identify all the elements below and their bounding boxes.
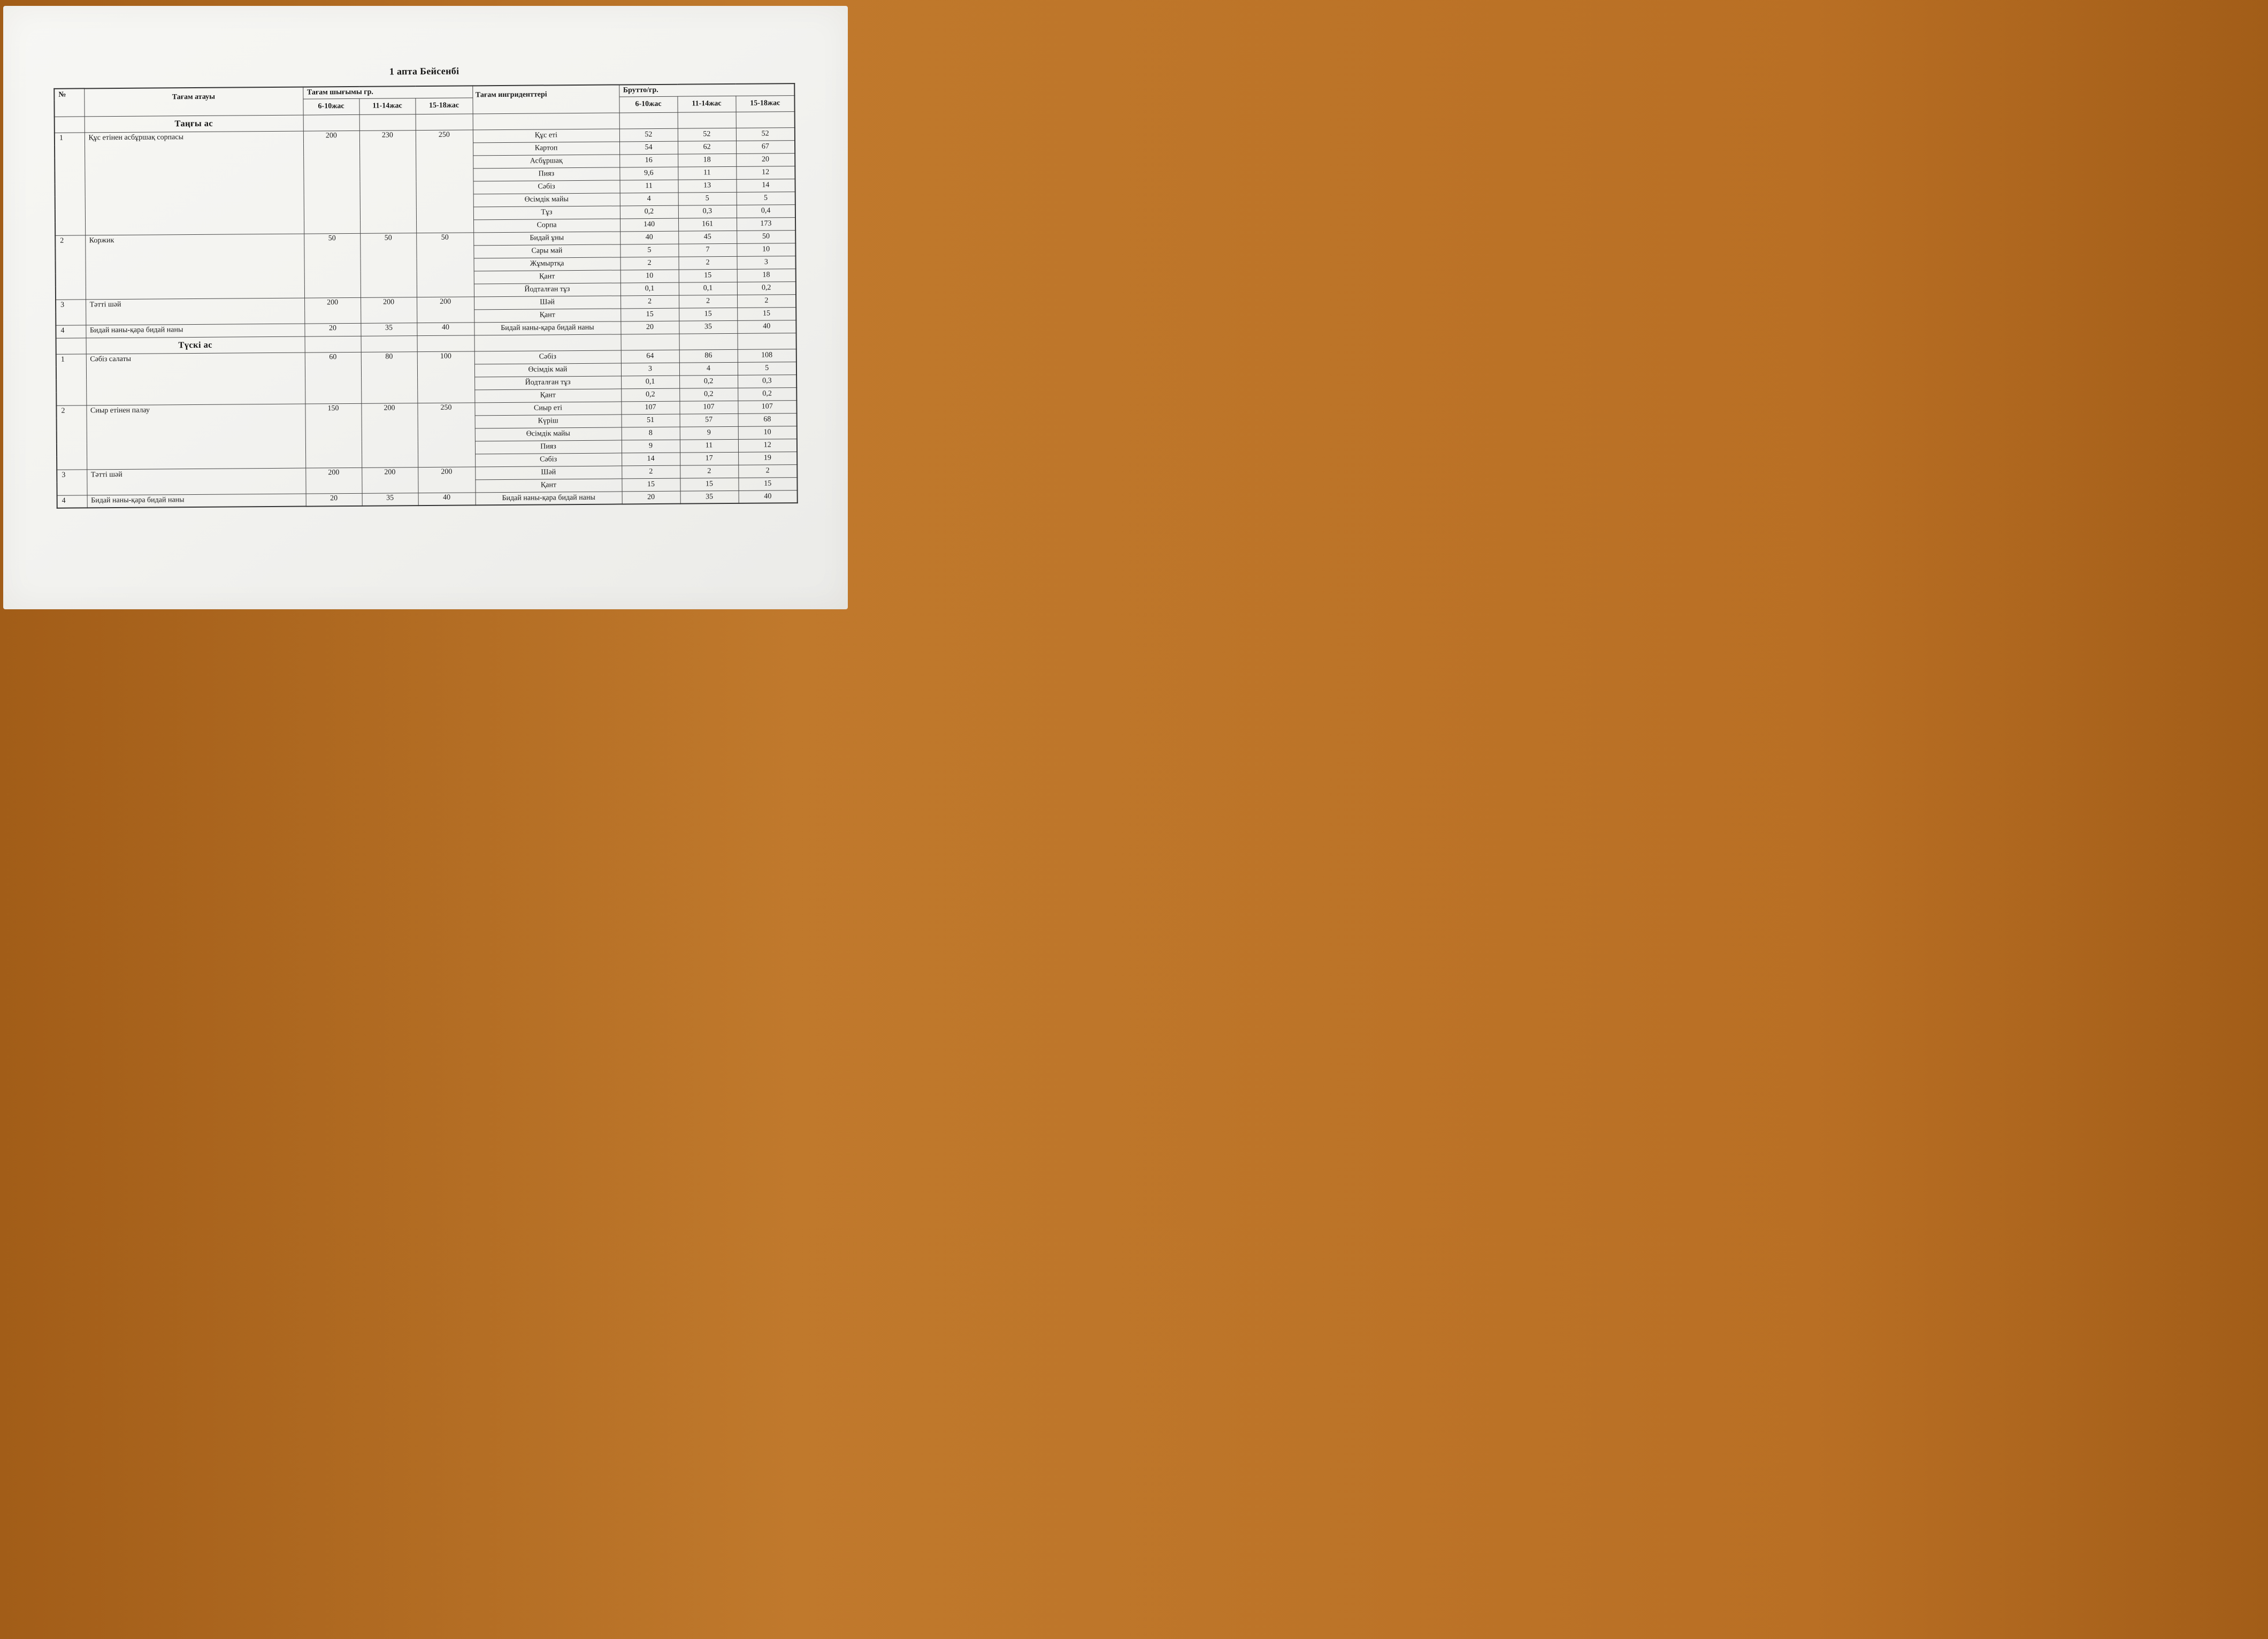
col-header-output-age-6-10: 6-10жас xyxy=(303,98,359,115)
brutto-value-cell: 5 xyxy=(738,362,796,375)
ingredient-name-cell: Құс еті xyxy=(473,128,619,142)
brutto-value-cell: 2 xyxy=(737,294,796,308)
output-value-cell: 200 xyxy=(305,468,362,494)
brutto-value-cell: 173 xyxy=(737,217,795,231)
brutto-value-cell: 17 xyxy=(680,452,738,465)
brutto-value-cell: 0,2 xyxy=(679,388,738,401)
ingredient-name-cell: Сәбіз xyxy=(475,453,622,466)
brutto-value-cell: 2 xyxy=(679,295,737,308)
brutto-value-cell: 140 xyxy=(620,218,678,232)
ingredient-name-cell: Қант xyxy=(474,388,621,402)
ingredient-name-cell: Күріш xyxy=(475,414,622,428)
section-empty-brutto-cell xyxy=(678,112,736,128)
brutto-value-cell: 0,2 xyxy=(738,387,796,401)
paper-sheet xyxy=(3,6,848,609)
ingredient-name-cell: Пияз xyxy=(473,167,619,181)
ingredient-name-cell: Пияз xyxy=(475,440,622,454)
brutto-value-cell: 18 xyxy=(678,154,736,167)
section-title: Таңғы ас xyxy=(85,115,303,133)
dish-name-cell: Тәтті шәй xyxy=(86,298,304,325)
output-value-cell: 250 xyxy=(416,129,473,233)
brutto-value-cell: 107 xyxy=(679,401,738,414)
brutto-value-cell: 4 xyxy=(620,193,678,206)
brutto-value-cell: 5 xyxy=(737,192,795,205)
brutto-value-cell: 20 xyxy=(620,321,679,334)
dish-name-cell: Құс етінен асбұршақ сорпасы xyxy=(85,131,304,235)
brutto-value-cell: 40 xyxy=(737,320,796,333)
brutto-value-cell: 11 xyxy=(678,166,736,180)
row-number-cell: 2 xyxy=(56,405,87,469)
section-empty-brutto-cell xyxy=(679,333,738,350)
brutto-value-cell: 13 xyxy=(678,179,736,193)
brutto-value-cell: 2 xyxy=(622,465,680,479)
brutto-value-cell: 2 xyxy=(620,257,679,270)
col-header-number: № xyxy=(54,88,84,116)
brutto-value-cell: 161 xyxy=(678,218,737,231)
brutto-value-cell: 4 xyxy=(679,362,738,376)
col-header-dish-name: Тағам атауы xyxy=(84,87,303,117)
brutto-value-cell: 108 xyxy=(738,349,796,362)
row-number-cell: 4 xyxy=(56,325,86,338)
brutto-value-cell: 15 xyxy=(622,478,680,492)
brutto-value-cell: 0,1 xyxy=(620,282,679,296)
dish-name-cell: Сәбіз салаты xyxy=(86,353,305,405)
output-value-cell: 35 xyxy=(361,323,417,336)
brutto-value-cell: 62 xyxy=(678,141,736,154)
brutto-value-cell: 0,4 xyxy=(737,204,795,218)
ingredient-name-cell: Сиыр еті xyxy=(474,401,621,415)
brutto-value-cell: 15 xyxy=(737,307,796,320)
brutto-value-cell: 86 xyxy=(679,349,738,363)
row-number-cell: 1 xyxy=(56,354,87,405)
brutto-value-cell: 52 xyxy=(678,128,736,141)
row-number-cell: 4 xyxy=(57,495,87,508)
brutto-value-cell: 11 xyxy=(680,439,738,453)
brutto-value-cell: 15 xyxy=(620,308,679,321)
section-empty-output-cell xyxy=(303,114,359,131)
brutto-value-cell: 35 xyxy=(680,491,739,504)
brutto-value-cell: 14 xyxy=(736,179,795,192)
col-header-output-group: Тағам шығымы гр. xyxy=(303,86,472,98)
output-value-cell: 230 xyxy=(359,130,416,233)
ingredient-name-cell: Жұмыртқа xyxy=(474,257,620,271)
brutto-value-cell: 0,2 xyxy=(679,375,738,388)
brutto-value-cell: 0,1 xyxy=(679,282,737,295)
dish-name-cell: Коржик xyxy=(85,234,304,300)
col-header-output-age-11-14: 11-14жас xyxy=(359,98,415,114)
brutto-value-cell: 5 xyxy=(678,192,737,205)
brutto-value-cell: 16 xyxy=(619,154,678,167)
output-value-cell: 150 xyxy=(305,403,362,468)
brutto-value-cell: 9 xyxy=(680,426,738,440)
section-empty-brutto-cell xyxy=(619,112,678,129)
brutto-value-cell: 10 xyxy=(737,243,795,256)
ingredient-name-cell: Шәй xyxy=(474,295,620,309)
brutto-value-cell: 3 xyxy=(737,256,795,269)
brutto-value-cell: 15 xyxy=(680,478,738,491)
output-value-cell: 200 xyxy=(304,297,361,324)
brutto-value-cell: 0,3 xyxy=(738,374,796,388)
ingredient-name-cell: Сәбіз xyxy=(473,180,620,194)
row-number-cell: 3 xyxy=(57,469,87,495)
brutto-value-cell: 11 xyxy=(619,180,678,193)
ingredient-name-cell: Өсімдік май xyxy=(474,363,621,377)
brutto-value-cell: 52 xyxy=(619,128,678,142)
brutto-value-cell: 14 xyxy=(622,453,680,466)
brutto-value-cell: 35 xyxy=(679,320,737,334)
ingredient-name-cell: Асбұршақ xyxy=(473,154,619,168)
col-header-brutto-age-6-10: 6-10жас xyxy=(619,96,677,113)
dish-name-cell: Тәтті шәй xyxy=(87,468,305,495)
section-empty-number-cell xyxy=(56,338,86,354)
output-value-cell: 200 xyxy=(303,131,360,234)
brutto-value-cell: 40 xyxy=(739,490,798,503)
output-value-cell: 20 xyxy=(304,323,361,336)
brutto-value-cell: 9,6 xyxy=(619,167,678,180)
brutto-value-cell: 67 xyxy=(736,140,795,154)
output-value-cell: 20 xyxy=(306,493,362,507)
ingredient-name-cell: Сәбіз xyxy=(474,350,621,364)
ingredient-name-cell: Йодталған тұз xyxy=(474,282,620,296)
brutto-value-cell: 15 xyxy=(679,269,737,282)
brutto-value-cell: 9 xyxy=(622,440,680,453)
menu-table-head xyxy=(54,83,794,117)
section-empty-ingredient-cell xyxy=(474,334,621,351)
output-value-cell: 200 xyxy=(418,466,475,493)
ingredient-name-cell: Сорпа xyxy=(473,218,620,232)
section-empty-brutto-cell xyxy=(621,334,679,350)
brutto-value-cell: 19 xyxy=(738,451,797,465)
output-value-cell: 50 xyxy=(360,233,417,297)
section-empty-output-cell xyxy=(359,114,416,131)
dish-name-cell: Бидай наны-қара бидай наны xyxy=(86,324,304,338)
ingredient-name-cell: Өсімдік майы xyxy=(473,193,620,206)
brutto-value-cell: 45 xyxy=(678,231,737,244)
brutto-value-cell: 5 xyxy=(620,244,678,257)
col-header-ingredients: Тағам ингриденттері xyxy=(472,85,619,113)
output-value-cell: 40 xyxy=(417,322,474,335)
section-title: Түскі ас xyxy=(86,336,305,354)
brutto-value-cell: 2 xyxy=(680,465,738,478)
section-empty-brutto-cell xyxy=(736,111,795,128)
ingredient-name-cell: Бидай наны-қара бидай наны xyxy=(476,491,622,505)
output-value-cell: 200 xyxy=(362,467,418,493)
dish-name-cell: Сиыр етінен палау xyxy=(86,404,305,470)
brutto-value-cell: 12 xyxy=(736,166,795,179)
ingredient-name-cell: Бидай наны-қара бидай наны xyxy=(474,321,620,335)
brutto-value-cell: 0,3 xyxy=(678,205,737,218)
ingredient-name-cell: Йодталған тұз xyxy=(474,376,621,389)
ingredient-name-cell: Қант xyxy=(474,308,620,322)
output-value-cell: 200 xyxy=(361,403,418,468)
section-empty-output-cell xyxy=(416,113,473,130)
brutto-value-cell: 0,1 xyxy=(621,376,679,389)
row-number-cell: 3 xyxy=(56,299,86,325)
brutto-value-cell: 57 xyxy=(680,413,738,427)
section-empty-brutto-cell xyxy=(738,333,796,349)
brutto-value-cell: 10 xyxy=(620,270,679,283)
brutto-value-cell: 20 xyxy=(622,491,680,504)
brutto-value-cell: 12 xyxy=(738,439,797,452)
ingredient-name-cell: Сары май xyxy=(473,244,620,258)
brutto-value-cell: 52 xyxy=(736,127,795,141)
brutto-value-cell: 0,2 xyxy=(737,281,796,295)
brutto-value-cell: 0,2 xyxy=(620,205,678,219)
brutto-value-cell: 107 xyxy=(738,400,796,413)
section-empty-output-cell xyxy=(361,335,417,352)
ingredient-name-cell: Қант xyxy=(474,270,620,284)
output-value-cell: 80 xyxy=(361,351,418,403)
col-header-brutto-age-11-14: 11-14жас xyxy=(677,96,735,112)
dish-name-cell: Бидай наны-қара бидай наны xyxy=(87,494,306,508)
brutto-value-cell: 54 xyxy=(619,141,678,155)
brutto-value-cell: 15 xyxy=(738,477,797,491)
output-value-cell: 50 xyxy=(416,232,474,297)
row-number-cell: 2 xyxy=(55,235,86,299)
ingredient-name-cell: Өсімдік майы xyxy=(475,427,622,441)
brutto-value-cell: 2 xyxy=(620,295,679,309)
output-value-cell: 60 xyxy=(305,352,362,404)
col-header-output-age-15-18: 15-18жас xyxy=(415,97,472,114)
brutto-value-cell: 2 xyxy=(679,256,737,270)
col-header-brutto-age-15-18: 15-18жас xyxy=(735,95,794,112)
brutto-value-cell: 50 xyxy=(737,230,795,243)
scanned-menu-photo xyxy=(0,0,851,615)
brutto-value-cell: 7 xyxy=(678,243,737,257)
brutto-value-cell: 3 xyxy=(621,363,679,376)
output-value-cell: 200 xyxy=(361,297,417,323)
brutto-value-cell: 51 xyxy=(622,414,680,427)
brutto-value-cell: 8 xyxy=(622,427,680,440)
output-value-cell: 35 xyxy=(362,493,418,506)
output-value-cell: 40 xyxy=(418,492,476,506)
output-value-cell: 100 xyxy=(417,351,475,403)
col-header-brutto-group: Брутто/гр. xyxy=(619,83,794,96)
brutto-value-cell: 20 xyxy=(736,153,795,166)
ingredient-name-cell: Бидай ұны xyxy=(473,231,620,245)
ingredient-name-cell: Қант xyxy=(475,478,622,492)
brutto-value-cell: 40 xyxy=(620,231,678,244)
brutto-value-cell: 107 xyxy=(621,401,679,415)
output-value-cell: 250 xyxy=(417,402,475,467)
brutto-value-cell: 18 xyxy=(737,269,796,282)
brutto-value-cell: 64 xyxy=(621,350,679,363)
section-empty-output-cell xyxy=(417,335,474,351)
ingredient-name-cell: Шәй xyxy=(475,465,622,479)
page-title: 1 апта Бейсенбі xyxy=(389,65,459,77)
brutto-value-cell: 0,2 xyxy=(621,388,679,402)
section-empty-output-cell xyxy=(305,336,361,353)
brutto-value-cell: 68 xyxy=(738,413,797,426)
scan-content xyxy=(53,63,798,509)
row-number-cell: 1 xyxy=(55,132,85,235)
output-value-cell: 50 xyxy=(304,233,361,298)
brutto-value-cell: 2 xyxy=(738,464,797,478)
ingredient-name-cell: Тұз xyxy=(473,205,620,219)
brutto-value-cell: 10 xyxy=(738,426,797,439)
menu-table-body xyxy=(55,111,798,508)
ingredient-name-cell: Картоп xyxy=(473,141,619,155)
output-value-cell: 200 xyxy=(417,296,474,323)
brutto-value-cell: 15 xyxy=(679,308,737,321)
section-empty-ingredient-cell xyxy=(473,112,619,129)
section-empty-number-cell xyxy=(55,116,85,132)
menu-table xyxy=(53,83,798,509)
